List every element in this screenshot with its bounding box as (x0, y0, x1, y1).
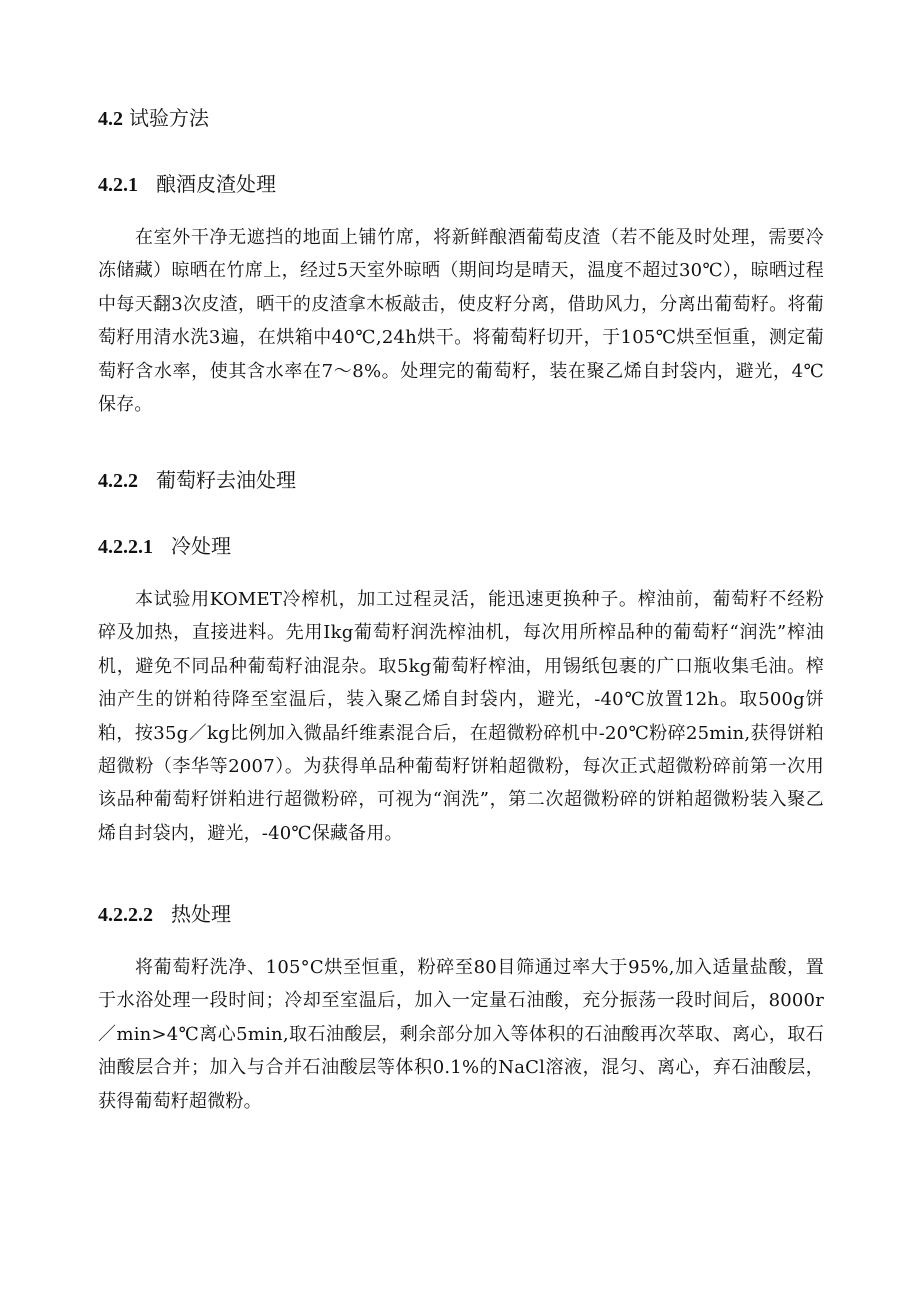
section-heading-4-2-2 (98, 466, 296, 495)
section-heading-4-2-1 (98, 170, 276, 199)
section-heading-4-2 (98, 104, 209, 133)
section-title: 冷处理 (171, 534, 231, 558)
section-title: 酿酒皮渣处理 (156, 172, 276, 196)
section-number: 4.2 (98, 108, 123, 130)
paragraph-cold-processing: 本试验用KOMET冷榨机，加工过程灵活，能迅速更换种子。榨油前，葡萄籽不经粉碎及加热，直接进料。先用Ikg葡萄籽润洗榨油机，每次用所榨品种的葡萄籽“润洗”榨油机，避免不同品种葡萄籽油混杂。取5kg葡萄籽榨油，用锡纸包裹的广口瓶收集毛油。榨油产生的饼粕待降至室温后，装入聚乙烯自封袋内，避光，-40℃放置12h。取500g饼粕，按35g／kg比例加入微晶纤维素混合后，在超微粉碎机中-20℃粉碎25min,获得饼粕超微粉（李华等2007）。为获得单品种葡萄籽饼粕超微粉，每次正式超微粉碎前第一次用该品种葡萄籽饼粕进行超微粉碎，可视为“润洗”，第二次超微粉碎的饼粕超微粉装入聚乙烯自封袋内，避光，-40℃保藏备用。 (98, 589, 824, 844)
section-number: 4.2.2 (98, 470, 138, 492)
section-title: 葡萄籽去油处理 (156, 468, 296, 492)
paragraph-heat-processing: 将葡萄籽洗净、105°C烘至恒重，粉碎至80目筛通过率大于95%,加入适量盐酸，置于水浴处理一段时间；冷却至室温后，加入一定量石油酸，充分振荡一段时间后，8000r／min>4℃离心5min,取石油酸层，剩余部分加入等体积的石油酸再次萃取、离心，取石油酸层合并；加入与合并石油酸层等体积0.1%的NaCl溶液，混匀、离心，弃石油酸层，获得葡萄籽超微粉。 (98, 957, 824, 1112)
section-number: 4.2.1 (98, 174, 138, 196)
section-heading-4-2-2-1 (98, 532, 231, 561)
section-heading-4-2-2-2 (98, 900, 231, 929)
section-title: 热处理 (171, 902, 231, 926)
section-title: 试验方法 (129, 106, 209, 130)
paragraph-pomace-processing: 在室外干净无遮挡的地面上铺竹席，将新鲜酿酒葡萄皮渣（若不能及时处理，需要冷冻储藏）晾晒在竹席上，经过5天室外晾晒（期间均是晴天，温度不超过30℃），晾晒过程中每天翻3次皮渣，晒干的皮渣拿木板敲击，使皮籽分离，借助风力，分离出葡萄籽。将葡萄籽用清水洗3遍，在烘箱中40℃,24h烘干。将葡萄籽切开，于105℃烘至恒重，测定葡萄籽含水率，使其含水率在7～8%。处理完的葡萄籽，装在聚乙烯自封袋内，避光，4℃保存。 (98, 227, 824, 416)
section-number: 4.2.2.1 (98, 536, 153, 558)
section-number: 4.2.2.2 (98, 904, 153, 926)
